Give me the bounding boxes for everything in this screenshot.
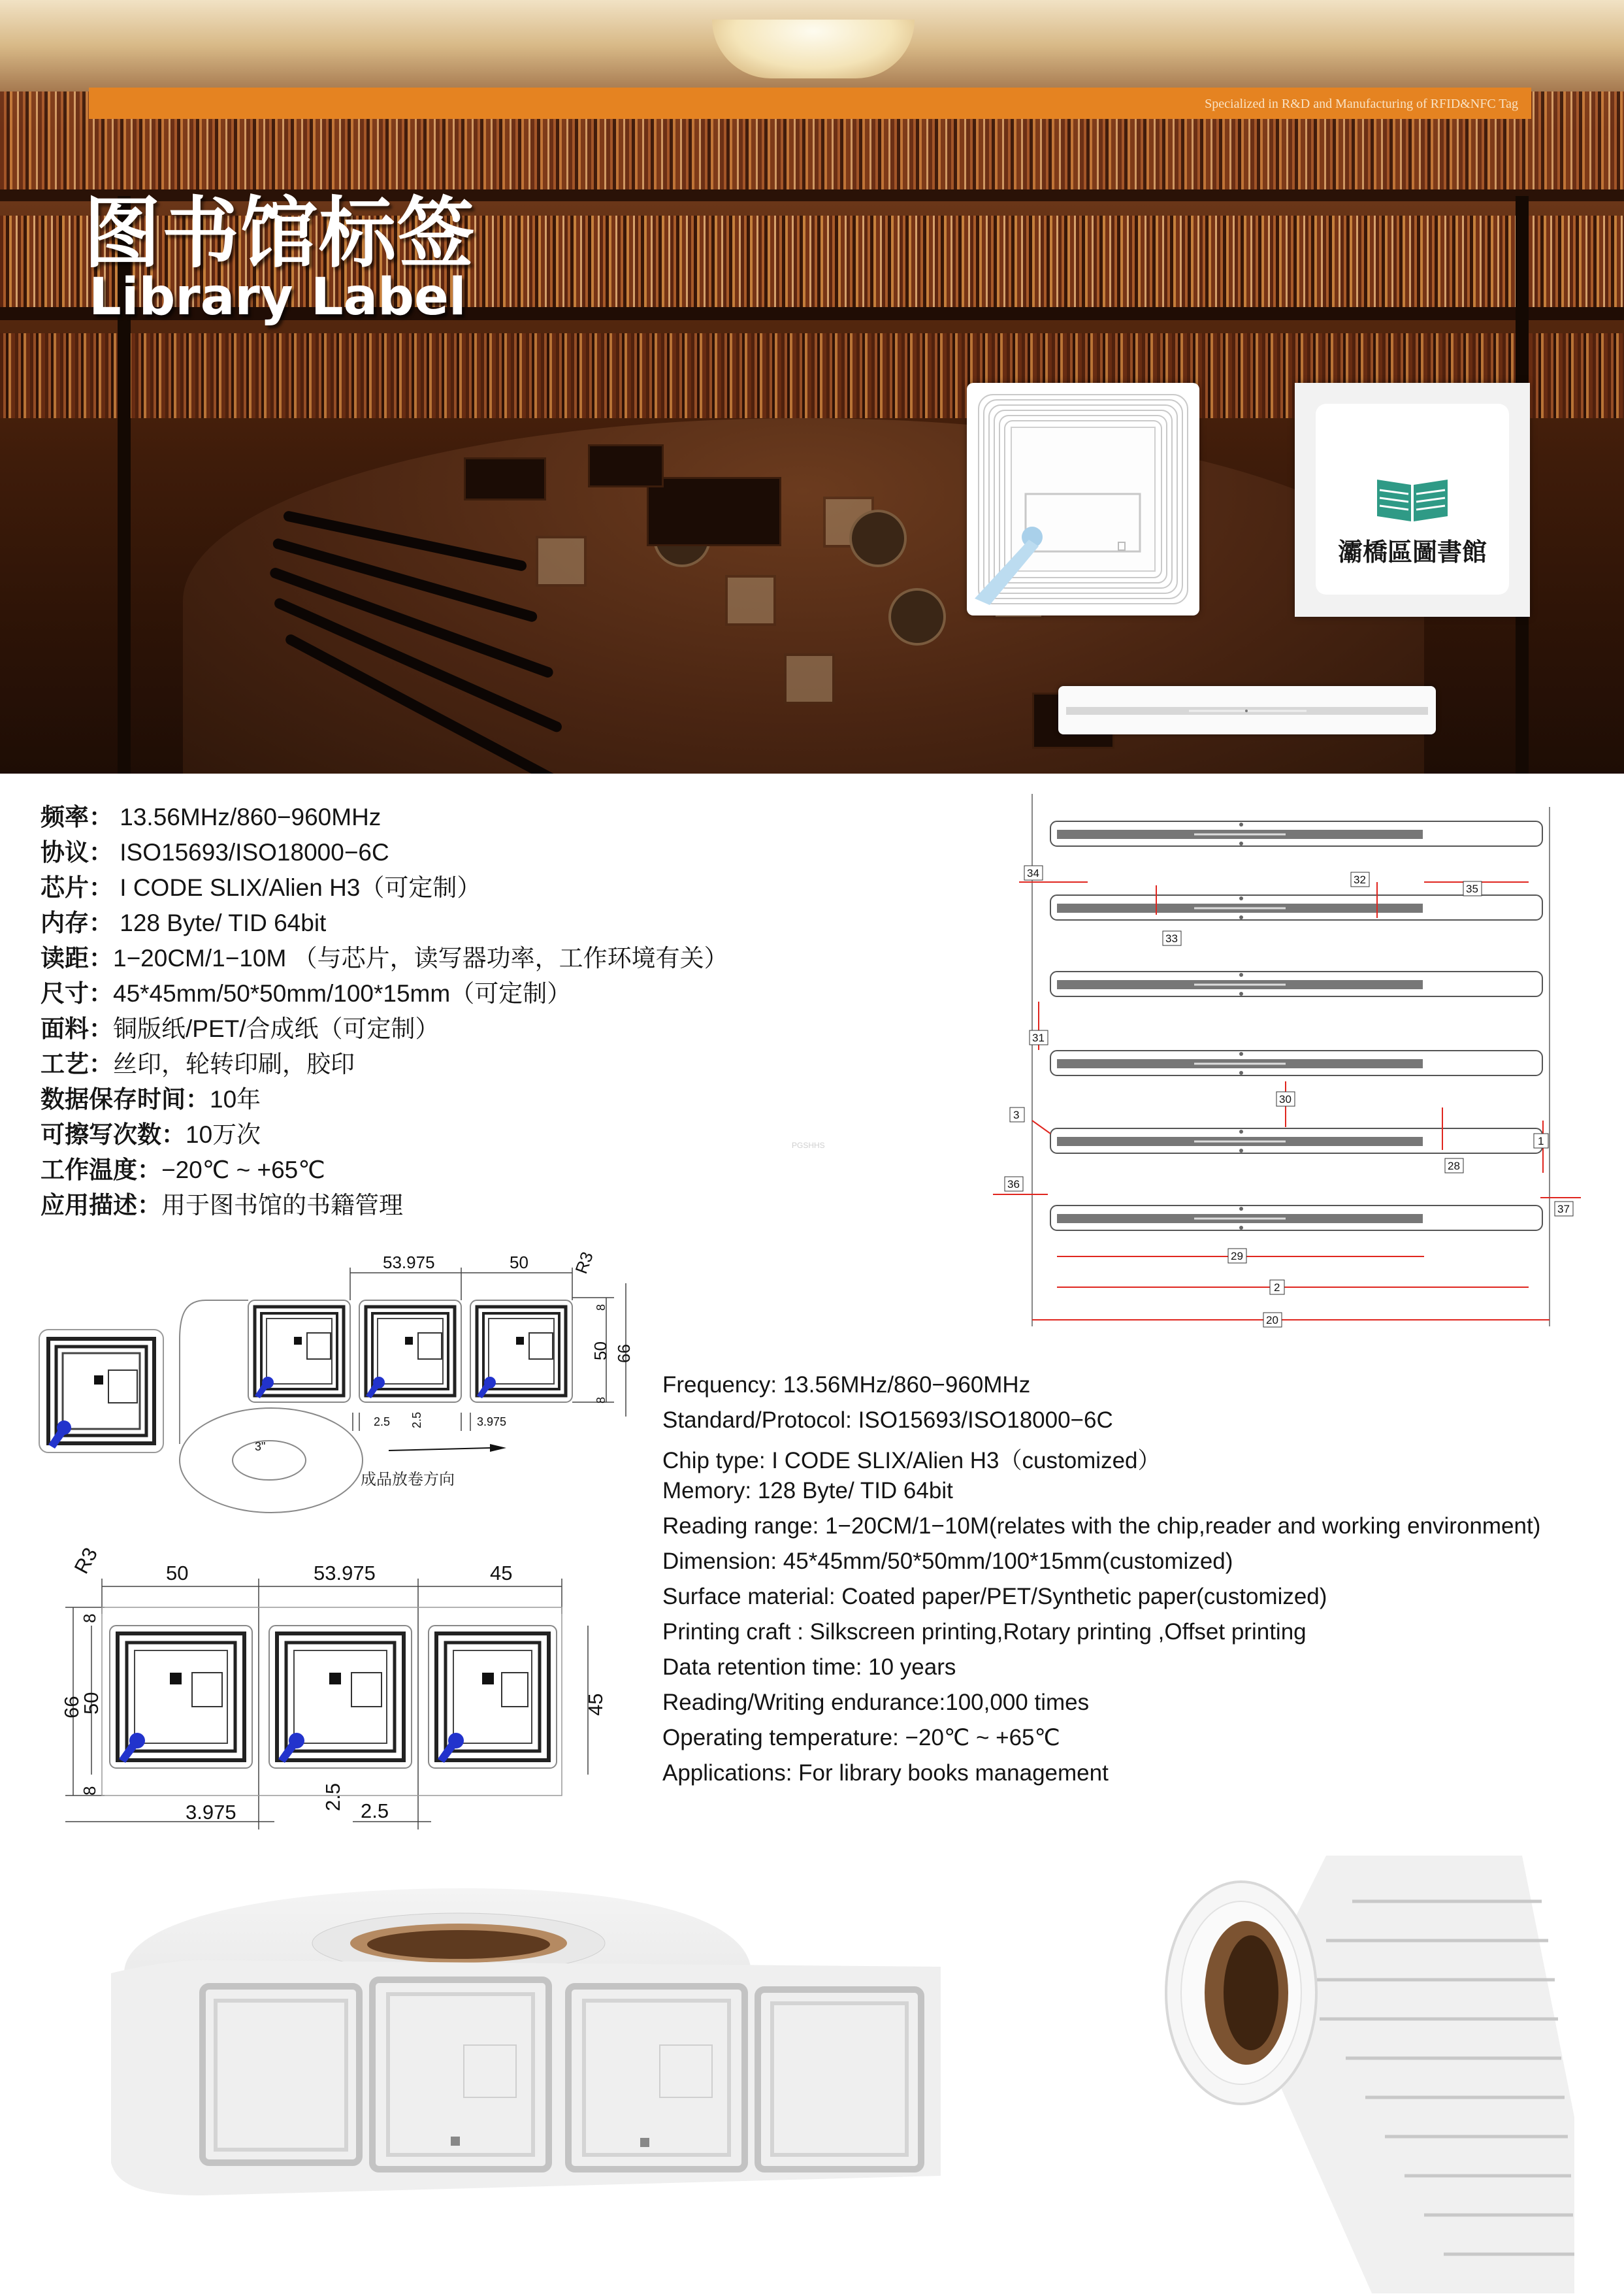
strip-label-drawing (993, 794, 1594, 1330)
callout-35: 35 (1466, 883, 1478, 895)
callout-30: 30 (1279, 1093, 1291, 1106)
square-label-roll-photo (98, 1888, 941, 2228)
dim-top-margin: 8 (80, 1613, 99, 1623)
spec-cn-endurance: 可擦写次数：10万次 (41, 1121, 261, 1148)
dim-pitch: 53.975 (383, 1253, 435, 1272)
spec-en-range: Reading range: 1−20CM/1−10M(relates with the chip,reader and working environment) (662, 1513, 1541, 1539)
dim-corner-radius: R3 (69, 1543, 103, 1578)
callout-29: 29 (1231, 1250, 1243, 1262)
printed-library-label-card (1295, 383, 1530, 617)
dim-width-50: 50 (166, 1562, 189, 1584)
floor-tile (536, 536, 587, 587)
callout-3: 3 (1013, 1109, 1020, 1121)
spec-en-protocol: Standard/Protocol: ISO15693/ISO18000−6C (662, 1407, 1113, 1433)
spec-cn-craft: 工艺：丝印，轮转印刷，胶印 (41, 1051, 355, 1077)
callout-33: 33 (1165, 932, 1178, 945)
spec-list-chinese (0, 791, 980, 1222)
spec-en-dimension: Dimension: 45*45mm/50*50mm/100*15mm(customized) (662, 1549, 1233, 1574)
spec-en-temperature: Operating temperature: −20℃ ~ +65℃ (662, 1725, 1060, 1750)
strip-label-roll-photo (1156, 1843, 1585, 2293)
spec-en-endurance: Reading/Writing endurance:100,000 times (662, 1690, 1090, 1715)
floor-tile (784, 653, 835, 704)
dim-vertical-gap: 2.5 (321, 1782, 344, 1811)
title-english: Library Label (89, 268, 466, 327)
dim-end-gap: 3.975 (186, 1801, 236, 1824)
strip-label-sample (1058, 686, 1436, 734)
spec-en-memory: Memory: 128 Byte/ TID 64bit (662, 1478, 953, 1503)
dim-gap-c: 3.975 (477, 1415, 507, 1428)
reading-desk (647, 477, 781, 546)
unwind-direction-note: 成品放卷方向 (361, 1470, 455, 1488)
spec-cn-chip: 芯片： I CODE SLIX/Alien H3（可定制） (41, 874, 481, 901)
spec-cn-memory: 内存： 128 Byte/ TID 64bit (41, 910, 327, 936)
floor-tile (725, 575, 776, 626)
callout-20: 20 (1266, 1314, 1278, 1326)
spec-en-application: Applications: For library books management (662, 1760, 1109, 1786)
floor-disc (849, 510, 907, 567)
dim-liner-width: 66 (614, 1344, 634, 1363)
spec-en-material: Surface material: Coated paper/PET/Synthetic paper(customized) (662, 1584, 1327, 1609)
rfid-antenna-icon (967, 383, 1199, 615)
spec-en-frequency: Frequency: 13.56MHz/860−960MHz (662, 1372, 1031, 1398)
dim-right-height: 45 (584, 1693, 607, 1716)
dim-horizontal-gap: 2.5 (361, 1799, 389, 1822)
spec-cn-range: 读距：1−20CM/1−10M （与芯片，读写器功率，工作环境有关） (41, 945, 728, 972)
dim-gap-b: 2.5 (410, 1411, 423, 1428)
dim-width-45: 45 (490, 1562, 513, 1584)
dim-gap-a: 2.5 (374, 1415, 391, 1428)
callout-28: 28 (1448, 1160, 1460, 1172)
tagline: Specialized in R&D and Manufacturing of RFID&NFC Tag (1205, 97, 1518, 111)
core-size: 3" (255, 1440, 266, 1453)
spec-en-retention: Data retention time: 10 years (662, 1654, 956, 1680)
dim-height: 50 (80, 1692, 103, 1714)
dim-bottom-margin: 8 (594, 1396, 608, 1403)
callout-2: 2 (1274, 1281, 1280, 1294)
floor-disc (888, 588, 946, 646)
callout-31: 31 (1032, 1032, 1045, 1044)
spec-en-craft: Printing craft : Silkscreen printing,Rotary printing ,Offset printing (662, 1619, 1307, 1645)
strip-antenna-icon (1058, 686, 1436, 734)
reading-desk (588, 444, 664, 487)
spec-cn-material: 面料：铜版纸/PET/合成纸（可定制） (41, 1015, 440, 1042)
printed-label-face (1316, 404, 1509, 595)
callout-32: 32 (1354, 874, 1366, 886)
title-chinese: 图书馆标签 (84, 188, 476, 278)
spec-cn-temperature: 工作温度：−20℃ ~ +65℃ (41, 1156, 325, 1183)
library-name: 灞橋區圖書館 (1337, 537, 1487, 566)
dim-pitch: 53.975 (314, 1562, 376, 1584)
callout-34: 34 (1027, 867, 1039, 879)
dim-top-margin: 8 (594, 1304, 608, 1311)
spec-cn-retention: 数据保存时间：10年 (41, 1086, 261, 1113)
spec-en-chip: Chip type: I CODE SLIX/Alien H3（customized） (662, 1448, 1161, 1473)
rfid-inlay-card (967, 383, 1199, 615)
callout-36: 36 (1007, 1178, 1020, 1190)
dim-height: 50 (591, 1341, 610, 1360)
callout-1: 1 (1538, 1135, 1544, 1147)
reading-desk (464, 457, 546, 500)
spec-list-english (0, 1367, 1624, 1811)
spec-cn-frequency: 频率： 13.56MHz/860−960MHz (41, 804, 382, 830)
dim-bottom-margin: 8 (80, 1786, 99, 1796)
spec-cn-application: 应用描述：用于图书馆的书籍管理 (41, 1192, 403, 1219)
watermark: PGSHHS (792, 1141, 825, 1150)
chandelier (712, 20, 915, 78)
callout-37: 37 (1557, 1203, 1570, 1215)
library-logo-icon (1374, 476, 1450, 525)
dim-liner-width: 66 (60, 1696, 83, 1718)
dim-width: 50 (510, 1253, 528, 1272)
hero-banner (0, 0, 1624, 774)
dim-corner-radius: R3 (571, 1249, 597, 1277)
spec-cn-protocol: 协议： ISO15693/ISO18000−6C (41, 839, 389, 866)
spec-cn-size: 尺寸：45*45mm/50*50mm/100*15mm（可定制） (41, 980, 572, 1007)
